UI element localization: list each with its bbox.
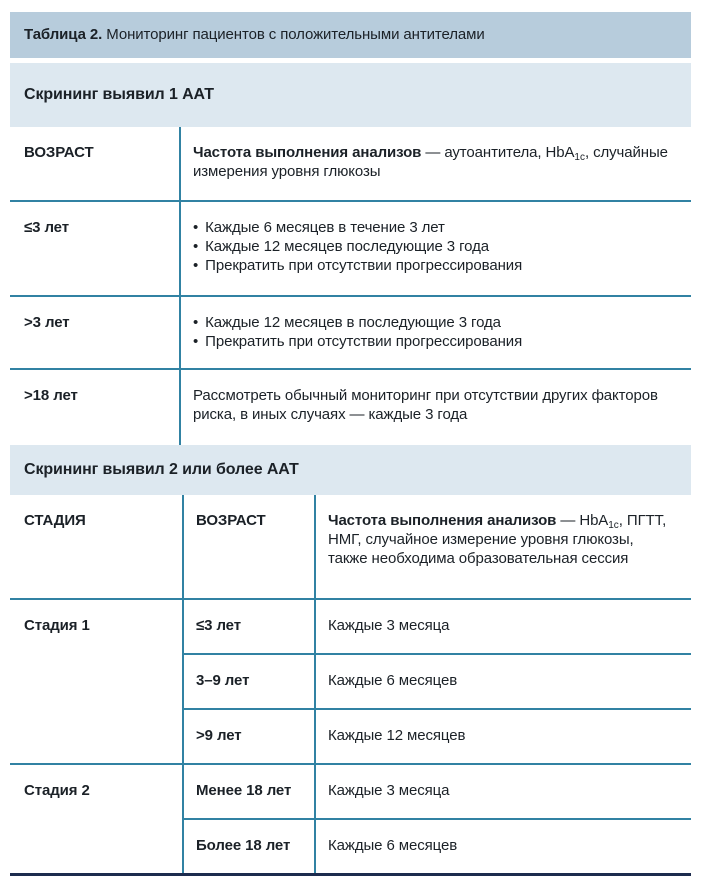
- frequency-header-text: — HbA: [556, 512, 609, 529]
- bullet-text: Каждые 6 месяцев в течение 3 лет: [205, 219, 445, 236]
- column-header-frequency: [180, 127, 691, 201]
- age-cell: Менее 18 лет: [183, 764, 315, 819]
- frequency-header-bold: Частота выполнения анализов: [328, 512, 557, 529]
- hba1c-subscript: 1c: [608, 520, 619, 531]
- bullet-text: Каждые 12 месяцев последующие 3 года: [205, 237, 489, 255]
- hba1c-subscript: 1c: [574, 152, 585, 163]
- age-cell: >9 лет: [183, 709, 315, 764]
- table-row-age-gt18: [10, 369, 691, 445]
- table-title-band: [10, 12, 691, 58]
- bullet-icon: •: [193, 332, 199, 350]
- frequency-cell: Рассмотреть обычный мониторинг при отсутствии других факторов риска, в иных случаях — каждые 3 года: [180, 369, 691, 445]
- bullet-icon: •: [193, 219, 199, 236]
- frequency-cell: [180, 201, 691, 296]
- frequency-header-text: — аутоантитела, HbA: [421, 144, 575, 161]
- table-header-row: [10, 127, 691, 201]
- column-header-age: ВОЗРАСТ: [24, 144, 94, 161]
- frequency-cell: Каждые 6 месяцев: [315, 654, 691, 709]
- table-header-row: [10, 495, 691, 599]
- bullet-item: [193, 257, 677, 276]
- bullet-item: [193, 219, 677, 238]
- column-header-age: ВОЗРАСТ: [183, 495, 315, 599]
- frequency-cell: Каждые 3 месяца: [315, 764, 691, 819]
- age-cell: ≤3 лет: [10, 201, 180, 296]
- age-cell: >18 лет: [10, 369, 180, 445]
- section-heading-1-aat: [10, 63, 691, 127]
- bullet-item: [193, 238, 677, 257]
- frequency-cell: [180, 296, 691, 369]
- section-heading-text: Скрининг выявил 2 или более ААТ: [24, 461, 299, 478]
- bullet-item: [193, 314, 677, 333]
- stage-cell: Стадия 2: [10, 764, 183, 874]
- frequency-cell: Каждые 12 месяцев: [315, 709, 691, 764]
- bullet-text: Каждые 12 месяцев в последующие 3 года: [205, 314, 501, 331]
- stage-cell: Стадия 1: [10, 599, 183, 764]
- table-row-age-le3: [10, 201, 691, 296]
- frequency-cell: Каждые 6 месяцев: [315, 819, 691, 874]
- bullet-icon: •: [193, 314, 199, 331]
- age-cell: ≤3 лет: [183, 599, 315, 654]
- age-cell: Более 18 лет: [183, 819, 315, 874]
- age-cell: >3 лет: [10, 296, 180, 369]
- table-title: [24, 26, 485, 45]
- frequency-header-bold: Частота выполнения анализов: [193, 144, 422, 161]
- table-single-aat: [10, 127, 691, 445]
- table-title-label: Таблица 2.: [24, 25, 103, 43]
- table-row-age-gt3: [10, 296, 691, 369]
- bullet-icon: •: [193, 237, 199, 255]
- bullet-item: [193, 333, 677, 352]
- section-heading-2-or-more-aat: [10, 445, 691, 495]
- table-2-monitoring: [10, 12, 691, 876]
- bullet-text: Прекратить при отсутствии прогрессирования: [205, 332, 523, 350]
- age-cell: 3–9 лет: [183, 654, 315, 709]
- bullet-text: Прекратить при отсутствии прогрессирования: [205, 256, 523, 274]
- column-header-frequency: [315, 495, 691, 599]
- frequency-header-text-2: , ПГТТ, НМГ, случайное измерение уровня глюкозы, также необходима образовательная сессия: [328, 512, 667, 567]
- table-title-text: Мониторинг пациентов с положительными антителами: [102, 25, 485, 43]
- frequency-header-text-2: , случайные измерения уровня глюкозы: [193, 144, 668, 180]
- bullet-icon: •: [193, 256, 199, 274]
- table-row-stage2-lt18: [10, 764, 691, 819]
- frequency-cell: Каждые 3 месяца: [315, 599, 691, 654]
- section-heading-text: Скрининг выявил 1 ААТ: [24, 86, 214, 103]
- column-header-stage: СТАДИЯ: [24, 512, 86, 529]
- table-row-stage1-le3: [10, 599, 691, 654]
- table-multiple-aat: [10, 495, 691, 876]
